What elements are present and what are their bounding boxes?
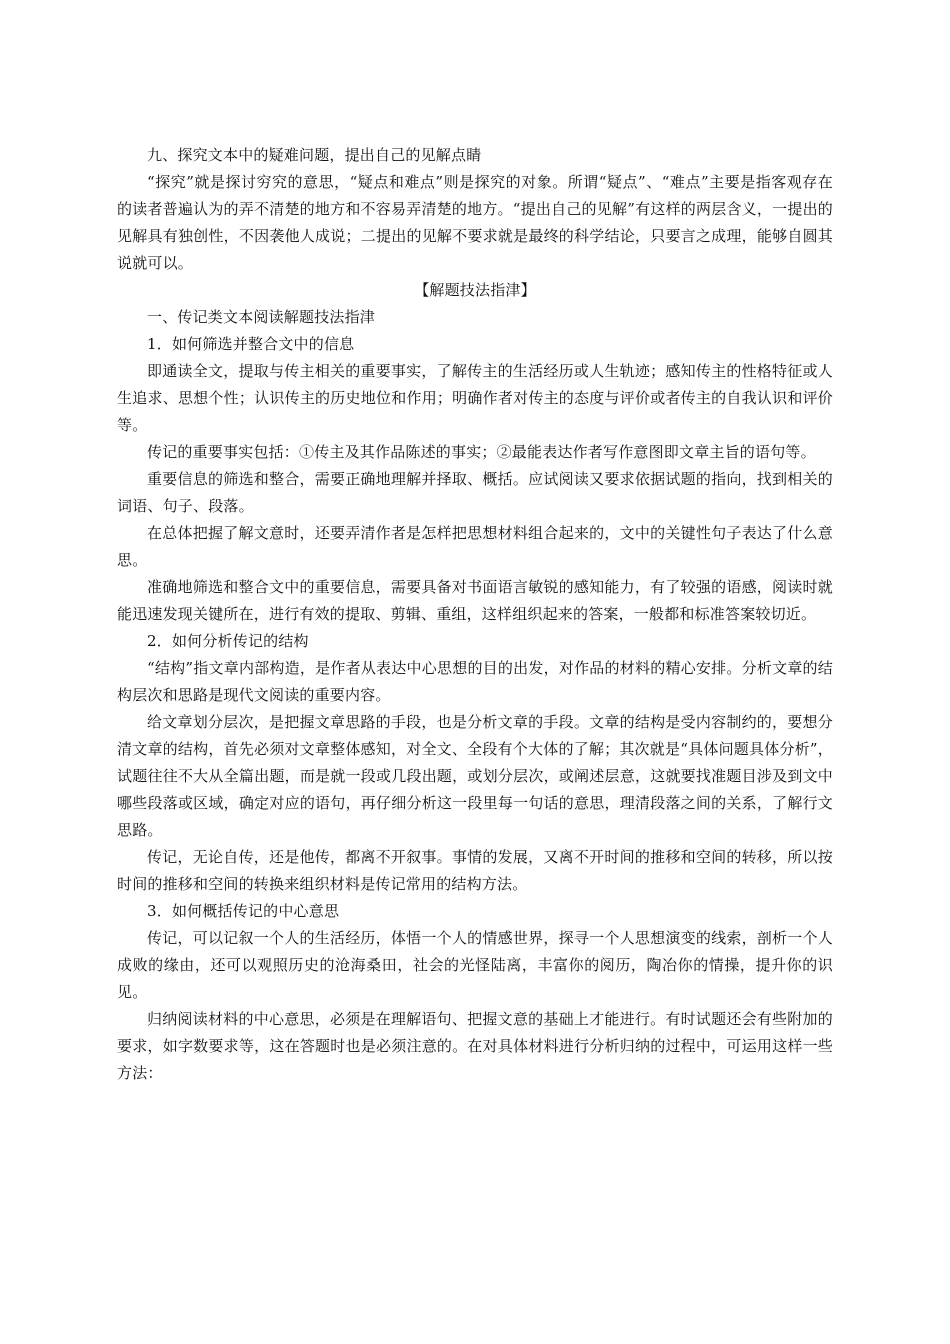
document-page — [117, 142, 833, 1087]
paragraph: 传记，无论自传，还是他传，都离不开叙事。事情的发展，又离不开时间的推移和空间的转移，所以按时间的推移和空间的转换来组织材料是传记常用的结构方法。 — [117, 848, 833, 893]
subsection-heading-one: 一、传记类文本阅读解题技法指津 — [147, 308, 376, 326]
section-title-techniques: 【解题技法指津】 — [414, 281, 536, 299]
paragraph: 即通读全文，提取与传主相关的重要事实，了解传主的生活经历或人生轨迹；感知传主的性格特征或人生追求、思想个性；认识传主的历史地位和作用；明确作者对传主的态度与评价或者传主的自我认识和评价等。 — [117, 362, 833, 434]
item-heading-1: 1．如何筛选并整合文中的信息 — [147, 335, 355, 353]
paragraph: 准确地筛选和整合文中的重要信息，需要具备对书面语言敏锐的感知能力，有了较强的语感，阅读时就能迅速发现关键所在，进行有效的提取、剪辑、重组，这样组织起来的答案，一般都和标准答案较切近。 — [117, 578, 833, 623]
paragraph: 重要信息的筛选和整合，需要正确地理解并择取、概括。应试阅读又要求依据试题的指向，找到相关的词语、句子、段落。 — [117, 470, 833, 515]
item-heading-3: 3．如何概括传记的中心意思 — [147, 902, 340, 920]
item-heading-2: 2．如何分析传记的结构 — [147, 632, 309, 650]
paragraph: 给文章划分层次，是把握文章思路的手段，也是分析文章的手段。文章的结构是受内容制约的，要想分清文章的结构，首先必须对文章整体感知，对全文、全段有个大体的了解；其次就是“具体问题具体分析”，试题往往不大从全篇出题，而是就一段或几段出题，或划分层次，或阐述层意，这就要找准题目涉及到文中哪些段落或区域，确定对应的语句，再仔细分析这一段里每一句话的意思，理清段落之间的关系，了解行文思路。 — [117, 713, 833, 839]
paragraph: 在总体把握了解文意时，还要弄清作者是怎样把思想材料组合起来的，文中的关键性句子表达了什么意思。 — [117, 524, 833, 569]
paragraph: 传记，可以记叙一个人的生活经历，体悟一个人的情感世界，探寻一个人思想演变的线索，剖析一个人成败的缘由，还可以观照历史的沧海桑田，社会的光怪陆离，丰富你的阅历，陶冶你的情操，提升你的识见。 — [117, 929, 833, 1001]
paragraph: “探究”就是探讨穷究的意思，“疑点和难点”则是探究的对象。所谓“疑点”、“难点”主要是指客观存在的读者普遍认为的弄不清楚的地方和不容易弄清楚的地方。“提出自己的见解”有这样的两层含义，一提出的见解具有独创性，不因袭他人成说；二提出的见解不要求就是最终的科学结论，只要言之成理，能够自圆其说就可以。 — [117, 173, 833, 272]
paragraph: 归纳阅读材料的中心意思，必须是在理解语句、把握文意的基础上才能进行。有时试题还会有些附加的要求，如字数要求等，这在答题时也是必须注意的。在对具体材料进行分析归纳的过程中，可运用这样一些方法： — [117, 1010, 833, 1082]
paragraph: 传记的重要事实包括：①传主及其作品陈述的事实；②最能表达作者写作意图即文章主旨的语句等。 — [147, 443, 816, 461]
section-heading-nine: 九、探究文本中的疑难问题，提出自己的见解点睛 — [147, 146, 482, 164]
paragraph: “结构”指文章内部构造，是作者从表达中心思想的目的出发，对作品的材料的精心安排。分析文章的结构层次和思路是现代文阅读的重要内容。 — [117, 659, 833, 704]
